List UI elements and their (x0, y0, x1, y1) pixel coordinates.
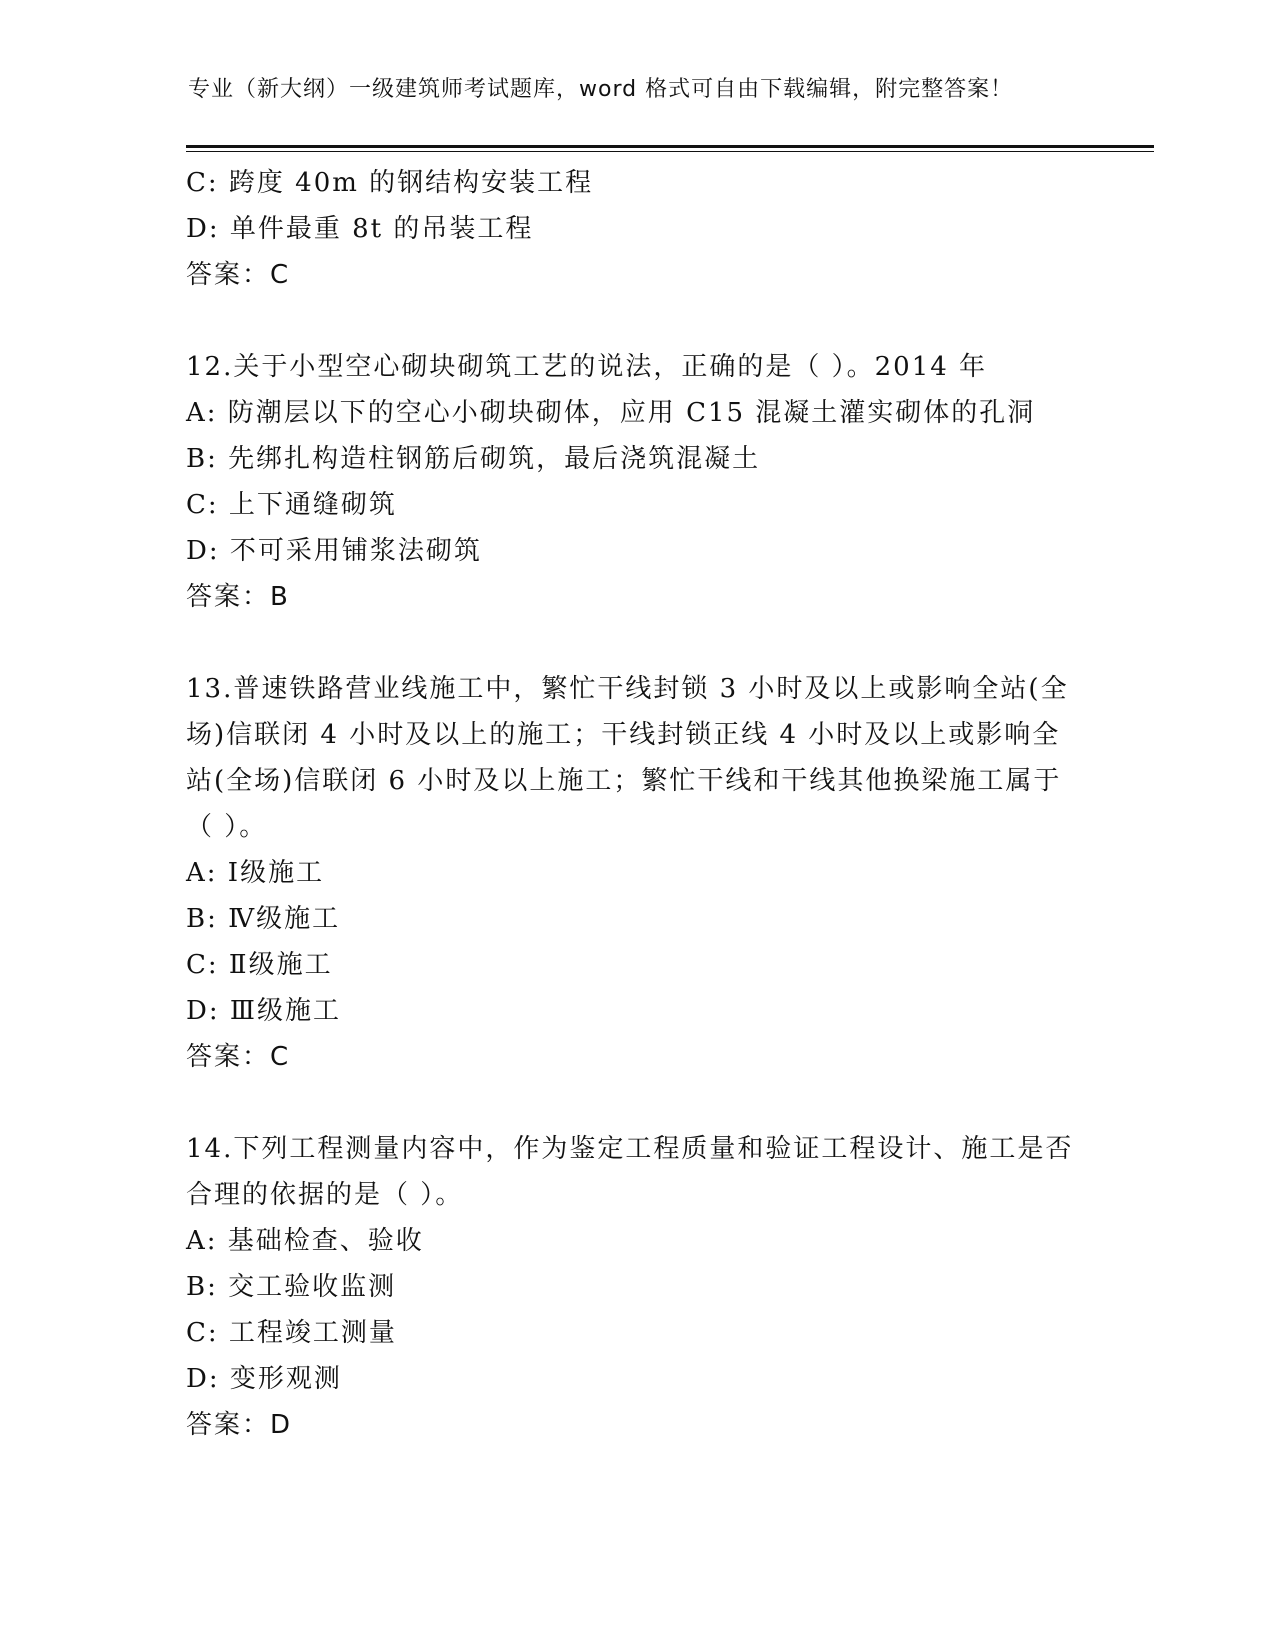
option-c: C: Ⅱ级施工 (186, 950, 333, 980)
question-13 (186, 666, 1086, 1080)
question-stem: 12.关于小型空心砌块砌筑工艺的说法，正确的是（ ）。2014 年 (186, 352, 988, 382)
option-c: C: 工程竣工测量 (186, 1318, 397, 1348)
option-d: D: 变形观测 (186, 1364, 342, 1394)
answer-label: 答案：C (186, 1042, 291, 1072)
question-11-continuation (186, 160, 1086, 298)
option-a: A: Ⅰ级施工 (186, 858, 325, 888)
question-stem: 14.下列工程测量内容中，作为鉴定工程质量和验证工程设计、施工是否合理的依据的是（ ）。 (186, 1134, 1074, 1210)
option-b: B: 先绑扎构造柱钢筋后砌筑，最后浇筑混凝土 (186, 444, 761, 474)
header-divider-thick (186, 145, 1154, 148)
option-b: B: Ⅳ级施工 (186, 904, 341, 934)
spacer (186, 620, 1086, 666)
option-d: D: 不可采用铺浆法砌筑 (186, 536, 482, 566)
answer-label: 答案：B (186, 582, 290, 612)
option-a: A: 防潮层以下的空心小砌块砌体，应用 C15 混凝土灌实砌体的孔洞 (186, 398, 1036, 428)
question-stem: 13.普速铁路营业线施工中，繁忙干线封锁 3 小时及以上或影响全站(全场)信联闭 4 小时及以上的施工；干线封锁正线 4 小时及以上或影响全站(全场)信联闭 6 小时及以上施工；繁忙干线和干线其他换梁施工属于（ ）。 (186, 674, 1069, 842)
option-d: D: 单件最重 8t 的吊装工程 (186, 214, 534, 244)
question-list (186, 160, 1086, 1448)
option-a: A: 基础检查、验收 (186, 1226, 424, 1256)
option-b: B: 交工验收监测 (186, 1272, 397, 1302)
spacer (186, 298, 1086, 344)
question-14 (186, 1126, 1086, 1448)
answer-label: 答案：D (186, 1410, 293, 1440)
option-c: C: 跨度 40m 的钢结构安装工程 (186, 168, 594, 198)
answer-label: 答案：C (186, 260, 291, 290)
spacer (186, 1080, 1086, 1126)
option-c: C: 上下通缝砌筑 (186, 490, 397, 520)
header-divider-thin (186, 151, 1154, 152)
option-d: D: Ⅲ级施工 (186, 996, 341, 1026)
page-header: 专业（新大纲）一级建筑师考试题库，word 格式可自由下载编辑，附完整答案！ (188, 77, 1014, 102)
question-12 (186, 344, 1086, 620)
